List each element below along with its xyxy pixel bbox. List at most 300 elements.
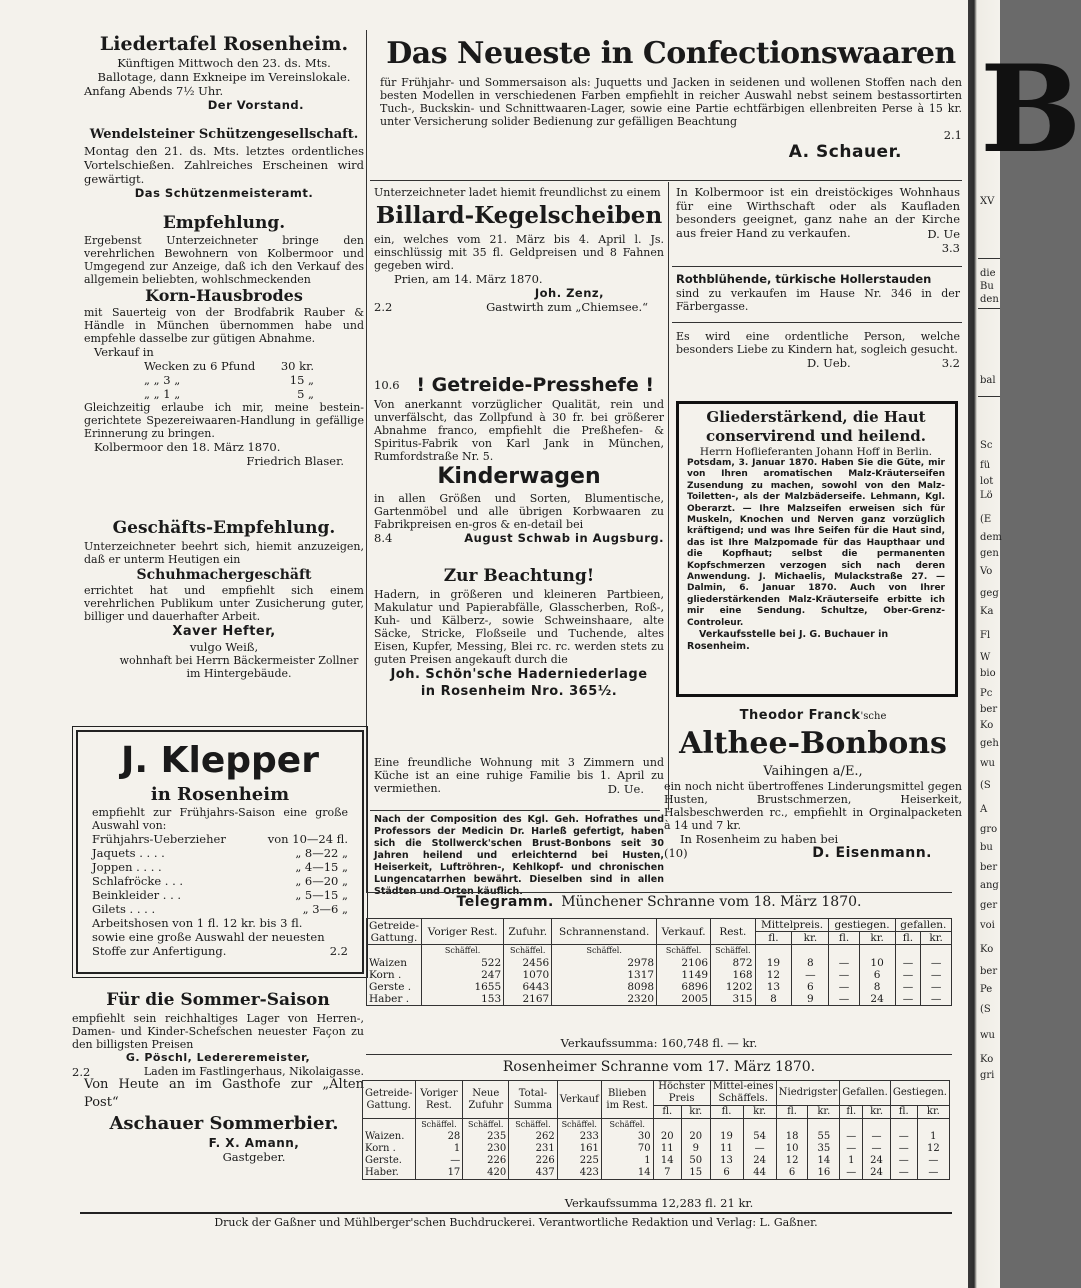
table-cell: — [743,1143,776,1155]
ad-title: Zur Beachtung! [443,566,595,586]
adjacent-page-fragment: (E [980,514,992,525]
col-header: Gestiegen. [890,1081,949,1106]
ad-body: Eine freundliche Wohnung mit 3 Zimmern und Küche ist an eine ruhige Familie bis 1. April zu vermiethen. [374,756,664,795]
table-cell: 19 [710,1131,743,1143]
price-value: „ 4—15 „ [295,860,348,874]
price-row [92,846,348,860]
col-header: Total-Summa [509,1081,558,1119]
table-cell: 16 [808,1167,840,1180]
table-cell [895,945,921,958]
adjacent-page-fragment: geg [980,588,999,599]
table-cell: 17 [415,1167,463,1180]
col-subheader: fl. [755,932,792,945]
ad-body: empfiehlt sein reichhaltiges Lager von Herren-, Damen- und Kinder-Schefschen neuester Façon zu den billigsten Preisen [72,1012,364,1051]
table-cell [363,1119,416,1132]
table-cell: — [863,1131,891,1143]
ad-title: Billard-Kegelscheiben [375,202,663,229]
table-cell: Korn . [367,969,422,981]
price-value: „ 8—22 „ [295,846,348,860]
rosenheim-title: Rosenheimer Schranne vom 17. März 1870. [502,1059,816,1075]
table-cell [792,945,829,958]
table-cell: — [890,1167,917,1180]
table-row [363,1131,950,1143]
price-item: Beinkleider . . . [92,888,182,902]
table-cell: 2456 [504,957,552,969]
table-cell: 7 [653,1167,681,1180]
ad-code: 2.2 [329,944,348,958]
ad-product: Korn-Hausbrodes [145,286,303,305]
price-row [144,373,314,387]
ad-beachtung [374,564,664,700]
rule-telegramm-top [366,892,952,893]
ad-role: Gastgeber. [222,1150,286,1164]
col-subheader: fl. [890,1106,917,1119]
table-cell: 1202 [711,981,755,993]
table-cell: 12 [755,969,792,981]
table-cell: — [829,969,859,981]
table-cell: 70 [601,1143,653,1155]
ad-body: Nach der Composition des Kgl. Geh. Hofrathes und Professors der Medicin Dr. Harleß gefertigt, haben sich die Stollwerck'schen Brust-Bonbons seit 30 Jahren heilend und erleichternd bei Husten, Heiserkeit, Luftröhren-, Kehlkopf- und chronischen Lungencatarrhen bewährt. Dieselben sind in allen Städten und Orten käuflich. [374,814,664,897]
table-cell: 11 [653,1143,681,1155]
price-item: Schlafröcke . . . [92,874,184,888]
unit-cell: Schäffel. [657,945,711,958]
adjacent-page-fragment: gen [980,548,999,559]
table-cell: 12 [776,1155,808,1167]
adjacent-page-fragment: Ko [980,1054,994,1065]
table-cell [829,945,859,958]
ad-title: Wendelsteiner Schützengesellschaft. [89,127,359,142]
ad-wendelstein [84,126,364,200]
price-list [84,359,314,401]
ad-address: wohnhaft bei Herrn Bäckermeister Zollner im Hintergebäude. [119,654,359,680]
table-cell: 420 [463,1167,509,1180]
table-cell: 522 [422,957,504,969]
table-cell: — [895,981,921,993]
table-cell: 24 [863,1167,891,1180]
price-list [92,832,348,916]
adjacent-page-fragment: Ka [980,606,994,617]
summe-text: Verkaufssumma: 160,748 fl. — kr. [560,1036,758,1050]
ad-place: Vaihingen a/E., [763,764,863,779]
price-value: 30 kr. [280,359,314,373]
price-item: Joppen . . . . [92,860,162,874]
ad-franck [664,708,962,860]
col-subheader: fl. [710,1106,743,1119]
adjacent-page-rule [978,308,1000,309]
ad-code: 2.1 [943,128,962,142]
table-cell: 2106 [657,957,711,969]
table-cell: 15 [681,1167,710,1180]
table-cell: — [792,969,829,981]
ad-person [676,330,960,370]
adjacent-page-fragment: geh [980,738,999,749]
ad-signature: Der Vorstand. [207,98,304,112]
adjacent-page-fragment: Pc [980,688,993,699]
ad-wohnhaus [676,186,960,255]
adjacent-page-fragment: Fl [980,630,991,641]
table-row [363,1143,950,1155]
ad-signature: Friedrich Blaser. [246,454,344,468]
ad-name: Joh. Zenz, [534,286,604,300]
table-cell: 872 [711,957,755,969]
ad-body: Unterzeichneter ladet hiemit freundlichst zu einem [374,186,661,199]
ad-code: (10) [664,846,688,860]
table-cell: 226 [463,1155,509,1167]
adjacent-page-fragment: bio [980,668,996,679]
table-cell: — [895,957,921,969]
ad-liedertafel [84,32,364,112]
ad-body: Potsdam, 3. Januar 1870. Haben Sie die Güte, mir von Ihren aromatischen Malz-Kräuterseifen Zusendung zu machen, sowohl von den Malz-Toiletten-, als der Malzbäderseife. Lehmann, Kgl. Oberarzt. — Ihre Malzseifen erweisen sich für Muskeln, Knochen und Nerven ganz vorzüglich kräftigend; und was Ihre Seifen für die Haut sind, das ist Ihre Malzpomade für das Haupthaar und die Kopfhaut; selbst die permanenten Kopfschmerzen verzogen sich nach deren Anwendung. J. Michaelis, Mulackstraße 27. — Dalmin, 6. Januar 1870. Auch von Ihrer gliederstärkenden Malz-Kräuterseife erbitte ich mir eine Sendung. Schultze, Ober-Grenz-Controleur. [687,458,945,628]
ad-title: Geschäfts-Empfehlung. [112,518,336,538]
price-value: 5 „ [297,387,314,401]
adjacent-page-fragment: bal [980,375,996,386]
table-cell: 6 [710,1167,743,1180]
table-cell: Gerste . [367,981,422,993]
table-cell: — [921,957,952,969]
table-cell: 1070 [504,969,552,981]
ad-hoff [676,401,958,697]
ad-line: Anfang Abends 7½ Uhr. [84,84,224,98]
ad-confection [380,32,962,162]
table-cell: 247 [422,969,504,981]
unit-cell: Schäffel. [463,1119,509,1132]
price-row [92,902,348,916]
ad-title: Kinderwagen [437,464,601,489]
table-cell: 50 [681,1155,710,1167]
table-cell: Haber. [363,1167,416,1180]
ad-signature: D. Ue. [607,782,644,796]
table-cell: 8 [755,993,792,1006]
table-cell: 10 [776,1143,808,1155]
table-cell: — [829,993,859,1006]
table-cell [755,945,792,958]
table-cell: — [895,993,921,1006]
table-cell: 28 [415,1131,463,1143]
rule-stollwerck [370,810,660,811]
unit-cell: Schäffel. [552,945,657,958]
table-cell: 14 [601,1167,653,1180]
telegramm-table [366,918,952,1006]
ad-address: Laden im Fastlingerhaus, Nikolaigasse. [143,1065,364,1078]
col-subheader: kr. [792,932,829,945]
ad-title: Das Neueste in Confectionswaaren [386,36,956,71]
table-cell: 225 [557,1155,601,1167]
telegramm-header [366,895,952,909]
price-value: von 10—24 fl. [267,832,348,846]
table-cell: — [890,1155,917,1167]
table-units-row [363,1119,950,1132]
table-row [367,969,952,981]
col-header: Voriger Rest. [422,919,504,945]
col-subheader: kr. [917,1106,949,1119]
price-value: „ 5—15 „ [295,888,348,902]
ad-sommer [72,988,364,1079]
table-cell: 6 [792,981,829,993]
ad-line: Künftigen Mittwoch den 23. ds. Mts. [117,56,331,70]
col-subheader: fl. [895,932,921,945]
table-cell [710,1119,743,1132]
ad-signature: A. Schauer. [788,142,902,162]
table-cell: — [921,993,952,1006]
ad-body: errichtet hat und empfiehlt sich einem verehrlichen Publikum unter Zusicherung guter, billiger und dauerhafter Arbeit. [84,584,364,623]
table-cell [859,945,895,958]
ad-body: mit Sauerteig von der Brodfabrik Rauber & Händle in München übernommen habe und empfehle dasselbe zur gütigen Abnahme. [84,306,364,345]
column-divider-left [366,30,367,892]
ad-title: Für die Sommer-Saison [106,990,330,1010]
table-cell: — [863,1143,891,1155]
table-cell: 1 [601,1155,653,1167]
ad-title: Althee-Bonbons [679,726,947,761]
adjacent-page-fragment: ang [980,880,999,891]
ad-signature: D. Ue [927,227,960,241]
ad-signature: Verkaufsstelle bei J. G. Buchauer in [699,629,889,641]
ad-holler [676,272,960,313]
ad-hoff-inner [687,408,945,653]
table-cell: 1655 [422,981,504,993]
ad-stollwerck [374,814,664,898]
adjacent-page-fragment: Ko [980,720,994,731]
table-cell: 18 [776,1131,808,1143]
table-cell: 13 [710,1155,743,1167]
table-cell: — [921,981,952,993]
table-cell: — [840,1131,863,1143]
table-cell: 20 [653,1131,681,1143]
telegramm-title-row [366,895,952,909]
telegramm-subtitle: Münchener Schranne vom 18. März 1870. [561,894,862,910]
col-header: Voriger Rest. [415,1081,463,1119]
adjacent-page-fragment: Vo [980,566,993,577]
ad-body: Montag den 21. ds. Mts. letztes ordentliches Vortelschießen. Zahlreiches Erscheinen wird gewärtigt. [84,144,364,186]
ad-empfehlung [84,212,364,468]
ad-pretitle-suffix: 'sche [860,711,887,722]
table-cell: — [829,981,859,993]
adjacent-page-fragment: W [980,652,991,663]
price-item: „ „ 3 „ [144,373,181,387]
table-cell: 2978 [552,957,657,969]
ad-code: 8.4 [374,531,393,545]
table-cell: 11 [710,1143,743,1155]
col-header: Getreide-Gattung. [367,919,422,945]
table-cell: 1149 [657,969,711,981]
table-cell [743,1119,776,1132]
price-row [92,874,348,888]
ad-body: Gleichzeitig erlaube ich mir, meine bestein-gerichtete Spezereiwaaren-Handlung in gefällige Erinnerung zu bringen. [84,401,364,440]
ad-line-row [676,356,960,370]
col-subheader: fl. [829,932,859,945]
table-cell: — [890,1131,917,1143]
adjacent-page-fragment: die [980,268,996,279]
rule-confection [370,180,962,181]
price-item: Wecken zu 6 Pfund [144,359,256,373]
ad-name: G. Pöschl, Ledereremeister, [125,1051,311,1064]
ad-body: Hadern, in größeren und kleineren Partbieen, Makulatur und Papierabfälle, Glasscherben, Roß-, Kuh- und Kälberz-, sowie Schweinshaare, alte Säcke, Stricke, Floßseile und Tuchende, altes Eisen, Kupfer, Messing, Blei rc. rc. werden stets zu guten Preisen angekauft durch die [374,588,664,666]
unit-cell: Schäffel. [504,945,552,958]
ad-title: conservirend und heilend. [706,427,926,445]
col-header: Niedrigster [776,1081,840,1106]
table-row [367,957,952,969]
adjacent-page-rule [978,258,1000,259]
adjacent-page-fragment: ger [980,900,998,911]
adjacent-page-fragment: lot [980,476,994,487]
table-cell: 19 [755,957,792,969]
col-subheader: fl. [840,1106,863,1119]
ad-body: in allen Größen und Sorten, Blumentische, Gartenmöbel und alle übrigen Korbwaaren zu Fabrikpreisen en-gros & en-detail bei [374,492,664,531]
table-cell: 423 [557,1167,601,1180]
ad-title: J. Klepper [121,740,319,781]
rule-person [672,322,962,323]
ad-presshefe [374,372,664,463]
table-row [367,981,952,993]
col-header: Neue Zufuhr [463,1081,509,1119]
unit-cell: Schäffel. [557,1119,601,1132]
ad-title: Rothblühende, türkische Hollerstauden [676,272,932,286]
table-cell: 231 [509,1143,558,1155]
col-header: Höchster Preis [653,1081,710,1106]
col-header: gestiegen. [829,919,895,932]
col-header: Mittel-eines Schäffels. [710,1081,776,1106]
col-header: Blieben im Rest. [601,1081,653,1119]
table-cell: Waizen. [363,1131,416,1143]
adjacent-page-fragment: ber [980,966,998,977]
ad-code: 3.2 [941,356,960,370]
price-item: „ „ 1 „ [144,387,181,401]
table-cell [863,1119,891,1132]
ad-body: für Frühjahr- und Sommersaison als: Juquetts und Jacken in seidenen und wollenen Stoffen nach den besten Modellen in verschiedenen Farben empfiehlt in reicher Auswahl nebst seinem bestassortirten Tuch-, Buckskin- und Schnittwaaren-Lager, sowie eine Partie echtfärbigen ellenbreiten Perse à 15 kr. unter Versicherung solider Bedienung zur gefälligen Beachtung [380,76,962,128]
table-units-row [367,945,952,958]
rule-holler [672,266,962,267]
col-subheader: kr. [808,1106,840,1119]
ad-body: Von Heute an im Gasthofe zur „Alten Post“ [84,1077,364,1110]
adjacent-page-fragment: wu [980,758,995,769]
adjacent-page-fragment: Sc [980,440,993,451]
ad-body: Es wird eine ordentliche Person, welche besonders Liebe zu Kindern hat, sogleich gesucht. [676,330,960,356]
table-cell: 6896 [657,981,711,993]
footer-text: Druck der Gaßner und Mühlberger'schen Buchdruckerei. Verantwortliche Redaktion und Verlag: L. Gaßner. [214,1216,818,1229]
adjacent-page-fragment: dem [980,532,1002,543]
rosenheim-summe [366,1196,952,1210]
table-cell: Haber . [367,993,422,1006]
ad-signature: in Rosenheim Nro. 365½. [420,684,618,699]
table-cell: 262 [509,1131,558,1143]
ad-body: Ergebenst Unterzeichneter bringe den verehrlichen Bewohnern von Kolbermoor und Umgegend zur Anzeige, daß ich den Verkauf des allgemein beliebten, wohlschmeckenden [84,234,364,286]
ad-klepper-inner [92,738,348,958]
price-row [92,832,348,846]
col-subheader: fl. [776,1106,808,1119]
ad-line-row [374,531,664,545]
adjacent-page-fragment: Bu [980,281,994,292]
table-row [363,1155,950,1167]
footer [80,1216,952,1230]
ad-code: 3.3 [941,241,960,255]
ad-title: Aschauer Sommerbier. [109,1113,339,1134]
adjacent-page-fragment: gro [980,824,998,835]
ad-kinderwagen [374,462,664,545]
ad-subtitle: Herrn Hoflieferanten Johann Hoff in Berlin. [699,446,933,458]
col-header: Rest. [711,919,755,945]
ad-klepper [76,730,364,974]
price-value: 15 „ [289,373,314,387]
col-subheader: kr. [863,1106,891,1119]
ad-title: Liedertafel Rosenheim. [99,33,349,55]
adjacent-page-fragment: (S [980,780,991,791]
table-cell: 2320 [552,993,657,1006]
table-cell: 1 [917,1131,949,1143]
table-cell: 8098 [552,981,657,993]
table-cell: 9 [792,993,829,1006]
col-header: Zufuhr. [504,919,552,945]
footer-rule [80,1212,952,1214]
col-header: Getreide-Gattung. [363,1081,416,1119]
table-cell [808,1119,840,1132]
rule-rosenheim-top [366,1054,952,1055]
ad-line: Stoffe zur Anfertigung. [92,944,227,958]
table-cell: — [415,1155,463,1167]
table-cell: 233 [557,1131,601,1143]
ad-signature: D. Ueb. [807,356,851,370]
table-cell: 226 [509,1155,558,1167]
unit-cell: Schäffel. [711,945,755,958]
table-cell: 54 [743,1131,776,1143]
ad-title: Empfehlung. [162,213,286,233]
table-cell: 1 [415,1143,463,1155]
ad-line: sowie eine große Auswahl der neuesten [92,930,325,944]
table-cell: Korn . [363,1143,416,1155]
adjacent-page-fragment: gri [980,1070,995,1081]
adjacent-page-fragment: Pe [980,984,993,995]
table-cell: — [895,969,921,981]
adjacent-page-fragment: fü [980,460,991,471]
table-cell: — [917,1167,949,1180]
price-row [92,888,348,902]
ad-wohnung [374,756,664,796]
ad-name: F. X. Amann, [208,1136,300,1150]
ad-title: Gliederstärkend, die Haut [706,408,926,426]
ad-title-row [664,708,962,724]
col-header: Verkauf [557,1081,601,1119]
table-cell [840,1119,863,1132]
table-cell: 315 [711,993,755,1006]
ad-line: Ballotage, dann Exkneipe im Vereinslokale. [97,70,351,84]
adjacent-page-fragment: wu [980,1030,995,1041]
ad-line: Kolbermoor den 18. März 1870. [94,440,281,454]
table-cell [917,1119,949,1132]
col-subheader: fl. [653,1106,681,1119]
table-cell: 24 [859,993,895,1006]
summe-text: Verkaufssumma 12,283 fl. 21 kr. [564,1196,754,1210]
ad-body: Unterzeichneter beehrt sich, hiemit anzuzeigen, daß er unterm Heutigen ein [84,540,364,566]
table-cell: — [890,1143,917,1155]
telegramm-summe [366,1036,952,1050]
price-row [92,860,348,874]
rosenheim-header [366,1058,952,1076]
ad-signature: August Schwab in Augsburg. [464,531,664,545]
adjacent-page-fragment: A [980,804,988,815]
price-value: „ 3—6 „ [302,902,348,916]
ad-line-row [374,300,664,314]
ad-pretitle: Theodor Franck [739,708,861,723]
ad-alias: vulgo Weiß, [189,640,259,654]
table-cell: 6 [859,969,895,981]
ad-body: ein noch nicht übertroffenes Linderungsmittel gegen Husten, Brustschmerzen, Heiserkeit, Halsbeschwerden rc., empfiehlt in Orginalpacketen à 14 und 7 kr. [664,780,962,832]
adjacent-page-fragment: bu [980,842,993,853]
price-item: Gilets . . . . [92,902,156,916]
table-cell: 14 [808,1155,840,1167]
col-header: Schrannenstand. [552,919,657,945]
ad-signature: Das Schützenmeisteramt. [134,186,314,200]
ad-name: Xaver Hefter, [172,624,276,639]
table-cell: 1 [840,1155,863,1167]
ad-code: 2.2 [374,300,393,314]
